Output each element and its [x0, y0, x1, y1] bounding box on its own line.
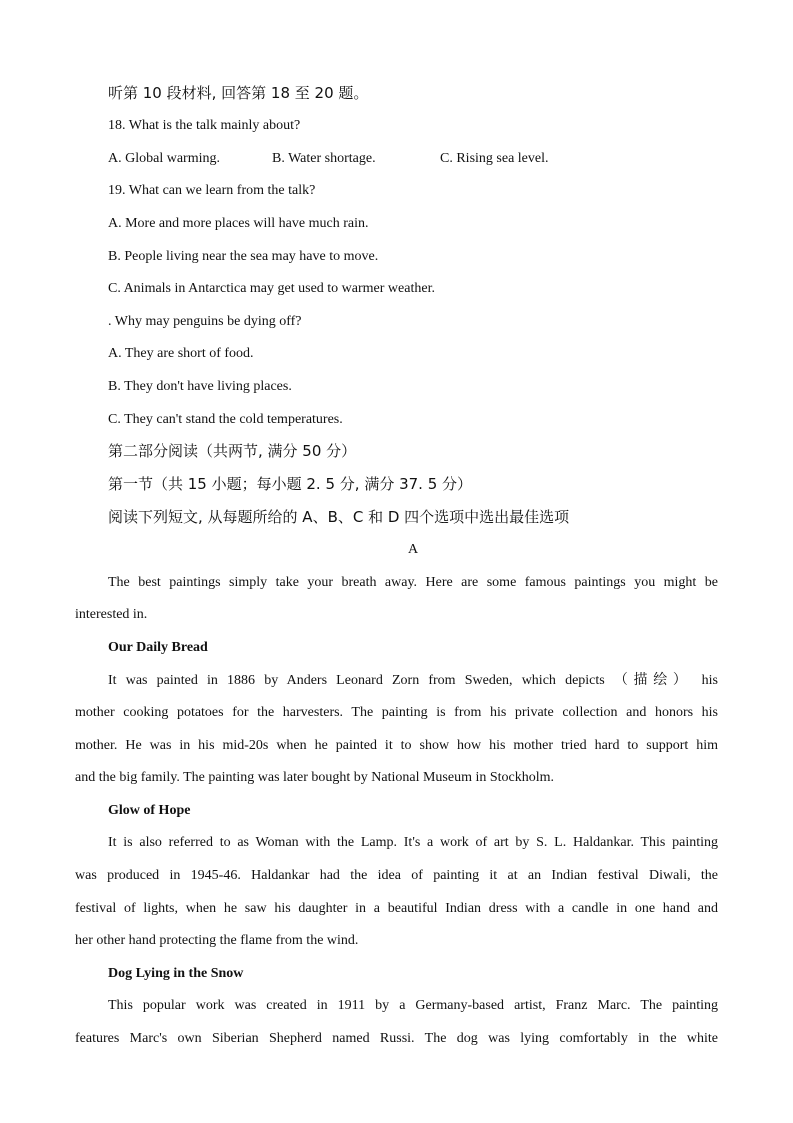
- intro-line-1: The best paintings simply take your breath away. Here are some famous paintings you might be: [108, 575, 718, 590]
- q18-option-c: C. Rising sea level.: [440, 151, 549, 166]
- q18-option-a: A. Global warming.: [108, 151, 220, 166]
- question-18-options: [108, 150, 549, 168]
- paragraph-line: and the big family. The painting was later bought by National Museum in Stockholm.: [75, 770, 555, 785]
- listening-instruction: 听第 10 段材料, 回答第 18 至 20 题。: [108, 84, 369, 102]
- question-20-stem: . Why may penguins be dying off?: [108, 314, 302, 329]
- paragraph-line: her other hand protecting the flame from the wind.: [75, 933, 359, 948]
- reading-directions: 阅读下列短文, 从每题所给的 A、B、C 和 D 四个选项中选出最佳选项: [108, 508, 570, 526]
- paragraph-line: It was painted in 1886 by Anders Leonard Zorn from Sweden, which depicts （描绘） his: [108, 673, 718, 688]
- paragraph-line: was produced in 1945-46. Haldankar had the idea of painting it at an Indian festival Diwali, the: [75, 868, 718, 883]
- painting-title-glow-of-hope: Glow of Hope: [108, 803, 191, 818]
- q20-option-c: C. They can't stand the cold temperatures.: [108, 412, 343, 427]
- paragraph-line: festival of lights, when he saw his daughter in a beautiful Indian dress with a candle in one hand and: [75, 901, 718, 916]
- q19-option-a: A. More and more places will have much rain.: [108, 216, 369, 231]
- q19-option-b: B. People living near the sea may have to move.: [108, 249, 379, 264]
- passage-label: A: [407, 542, 419, 557]
- paragraph-line: It is also referred to as Woman with the Lamp. It's a work of art by S. L. Haldankar. This painting: [108, 835, 718, 850]
- paragraph-line: mother. He was in his mid-20s when he painted it to show how his mother tried hard to support him: [75, 738, 718, 753]
- question-19-stem: 19. What can we learn from the talk?: [108, 183, 316, 198]
- reading-section-title: 第一节（共 15 小题；每小题 2. 5 分, 满分 37. 5 分）: [108, 475, 473, 493]
- question-18-stem: 18. What is the talk mainly about?: [108, 118, 301, 133]
- paragraph-line: features Marc's own Siberian Shepherd named Russi. The dog was lying comfortably in the white: [75, 1031, 718, 1046]
- reading-part-title: 第二部分阅读（共两节, 满分 50 分）: [108, 442, 357, 460]
- q19-option-c: C. Animals in Antarctica may get used to warmer weather.: [108, 281, 435, 296]
- painting-title-our-daily-bread: Our Daily Bread: [108, 640, 208, 655]
- q20-option-a: A. They are short of food.: [108, 346, 254, 361]
- intro-line-2: interested in.: [75, 607, 148, 622]
- q18-option-b: B. Water shortage.: [272, 151, 376, 166]
- q20-option-b: B. They don't have living places.: [108, 379, 292, 394]
- paragraph-line: mother cooking potatoes for the harvesters. The painting is from his private collection and honors his: [75, 705, 718, 720]
- paragraph-line: This popular work was created in 1911 by a Germany-based artist, Franz Marc. The painting: [108, 998, 718, 1013]
- painting-title-dog-lying-in-the-snow: Dog Lying in the Snow: [108, 966, 244, 981]
